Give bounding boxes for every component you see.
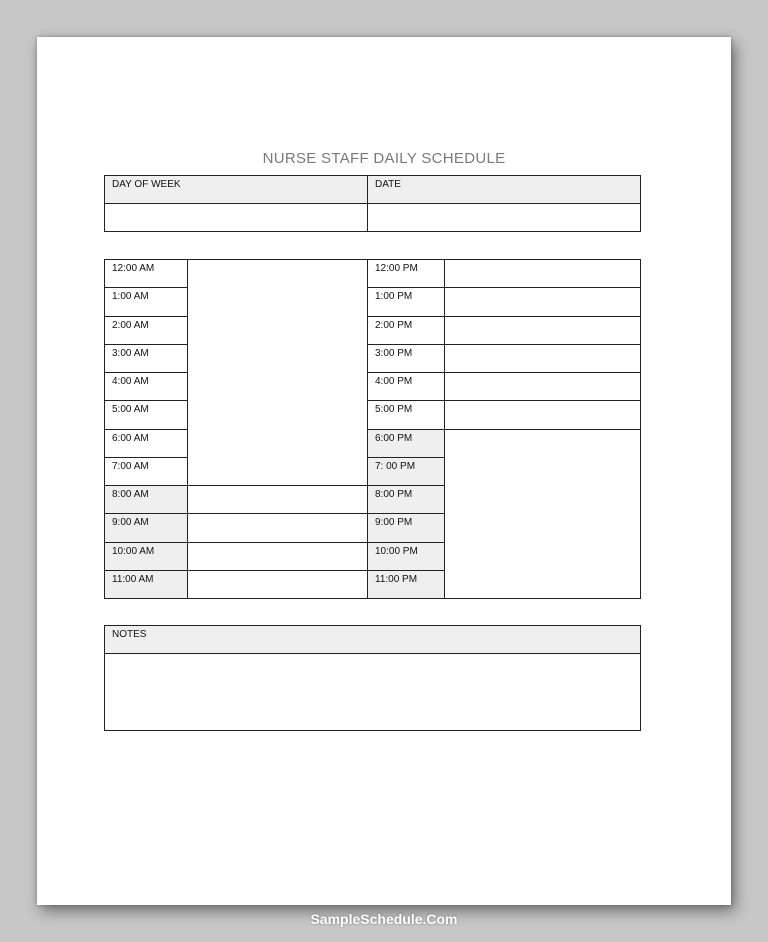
pm-time-label: 6:00 PM [367, 429, 445, 458]
am-entry-row[interactable] [187, 485, 368, 514]
pm-entry-row[interactable] [444, 372, 641, 401]
pm-time-label: 9:00 PM [367, 513, 445, 542]
pm-time-label: 4:00 PM [367, 372, 445, 401]
pm-entry-block[interactable] [444, 429, 641, 600]
day-of-week-field[interactable] [104, 203, 368, 232]
pm-time-label: 7: 00 PM [367, 457, 445, 486]
pm-time-label: 2:00 PM [367, 316, 445, 345]
watermark-text: SampleSchedule.Com [310, 911, 458, 927]
pm-time-label: 12:00 PM [367, 259, 445, 288]
am-time-label: 1:00 AM [104, 287, 188, 316]
am-time-label: 12:00 AM [104, 259, 188, 288]
pm-entry-row[interactable] [444, 287, 641, 316]
am-time-label: 3:00 AM [104, 344, 188, 373]
pm-time-label: 1:00 PM [367, 287, 445, 316]
date-label: DATE [367, 175, 641, 204]
am-entry-row[interactable] [187, 513, 368, 542]
am-time-label: 2:00 AM [104, 316, 188, 345]
am-time-label: 10:00 AM [104, 542, 188, 571]
am-time-label: 4:00 AM [104, 372, 188, 401]
notes-label: NOTES [104, 625, 641, 654]
pm-entry-row[interactable] [444, 259, 641, 288]
am-time-label: 9:00 AM [104, 513, 188, 542]
am-entry-row[interactable] [187, 542, 368, 571]
am-time-label: 6:00 AM [104, 429, 188, 458]
am-entry-row[interactable] [187, 570, 368, 599]
pm-entry-row[interactable] [444, 316, 641, 345]
document-page [37, 37, 731, 905]
pm-time-label: 8:00 PM [367, 485, 445, 514]
am-entry-block[interactable] [187, 259, 368, 486]
pm-time-label: 3:00 PM [367, 344, 445, 373]
notes-field[interactable] [104, 653, 641, 731]
pm-entry-row[interactable] [444, 344, 641, 373]
pm-time-label: 5:00 PM [367, 400, 445, 429]
am-time-label: 7:00 AM [104, 457, 188, 486]
am-time-label: 5:00 AM [104, 400, 188, 429]
date-field[interactable] [367, 203, 641, 232]
page-title: NURSE STAFF DAILY SCHEDULE [262, 150, 506, 167]
pm-time-label: 11:00 PM [367, 570, 445, 599]
pm-entry-row[interactable] [444, 400, 641, 429]
day-of-week-label: DAY OF WEEK [104, 175, 368, 204]
am-time-label: 11:00 AM [104, 570, 188, 599]
pm-time-label: 10:00 PM [367, 542, 445, 571]
am-time-label: 8:00 AM [104, 485, 188, 514]
